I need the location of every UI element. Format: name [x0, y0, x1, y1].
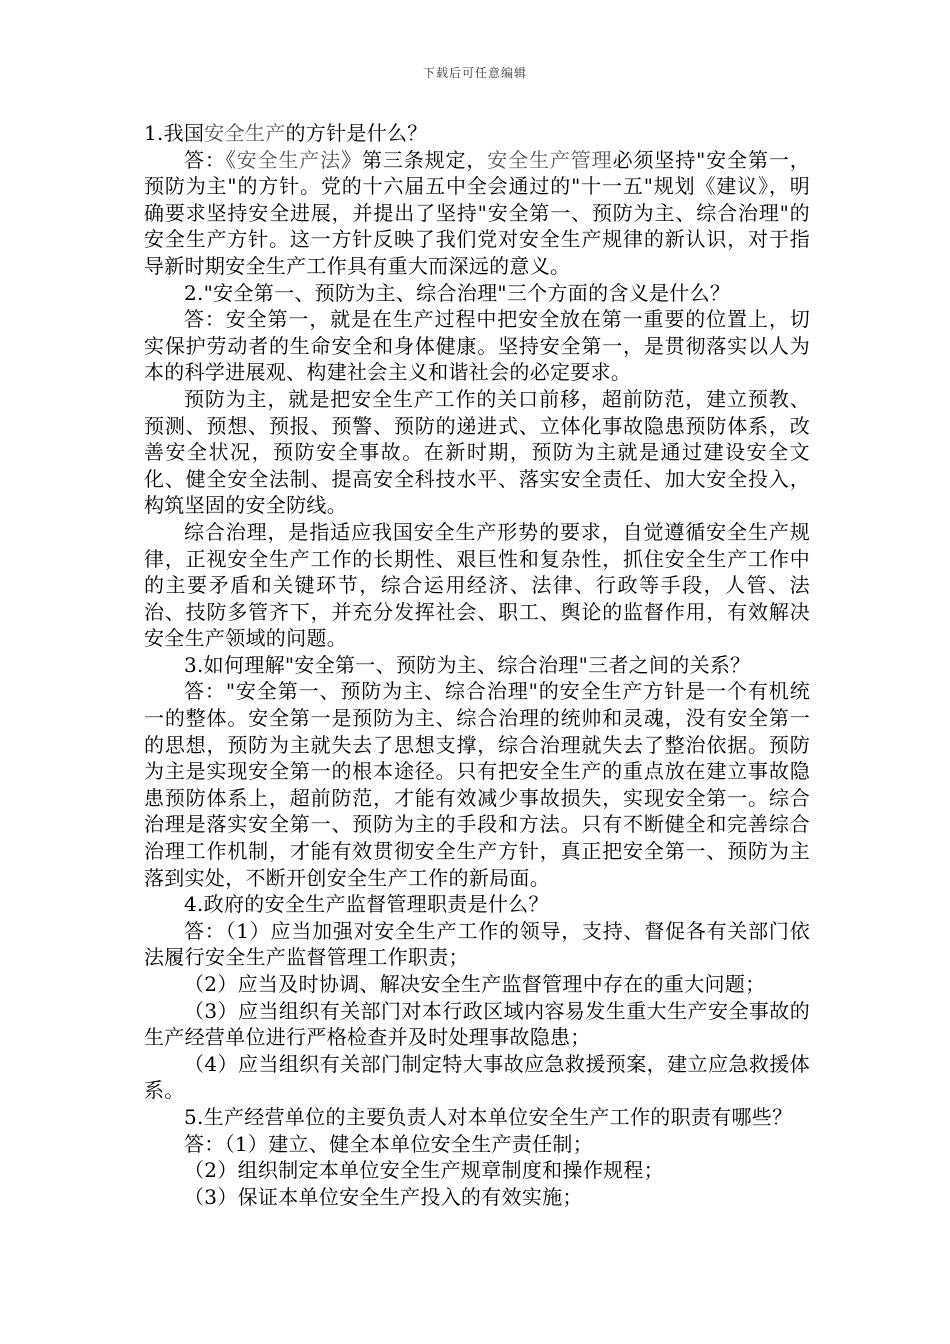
question-1-prefix: 1.我国	[144, 121, 205, 145]
answer-1-part-3: 必须坚持"安全第一，预防为主"的方针。党的十六届五中全会通过的"十一五"规划《建议》，明确要求坚持安全进展，并提出了坚持"安全第一、预防为主、综合治理"的安全生产方针。这一方针反映了我们党对安全生产规律的新认识，对于指导新时期安全生产工作具有重大而深远的意义。	[144, 147, 811, 278]
answer-2-paragraph: 综合治理，是指适应我国安全生产形势的要求，自觉遵循安全生产规律，正视安全生产工作的长期性、艰巨性和复杂性，抓住安全生产工作中的主要矛盾和关键环节，综合运用经济、法律、行政等手段，人管、法治、技防多管齐下，并充分发挥社会、职工、舆论的监督作用，有效解决安全生产领域的问题。	[144, 519, 810, 651]
question-2: 2."安全第一、预防为主、综合治理"三个方面的含义是什么？	[184, 280, 731, 305]
question-1-link[interactable]: 安全生产	[204, 121, 286, 145]
answer-5-item: 答：（1）建立、健全本单位安全生产责任制；	[184, 1131, 594, 1156]
question-3: 3.如何理解"安全第一、预防为主、综合治理"三者之间的关系？	[184, 652, 751, 677]
document-body	[144, 120, 810, 1210]
question-5: 5.生产经营单位的主要负责人对本单位安全生产工作的职责有哪些？	[184, 1104, 793, 1129]
question-4: 4.政府的安全生产监督管理职责是什么？	[184, 892, 549, 917]
answer-1-link-management[interactable]: 安全生产管理	[487, 147, 613, 172]
answer-5-item: （2）组织制定本单位安全生产规章制度和操作规程；	[184, 1158, 664, 1183]
answer-1	[144, 147, 810, 280]
answer-3: 答："安全第一、预防为主、综合治理"的安全生产方针是一个有机统一的整体。安全第一是预防为主、综合治理的统帅和灵魂，没有安全第一的思想，预防为主就失去了思想支撑，综合治理就失去了整治依据。预防为主是实现安全第一的根本途径。只有把安全生产的重点放在建立事故隐患预防体系上，超前防范，才能有效减少事故损失，实现安全第一。综合治理是落实安全第一、预防为主的手段和方法。只有不断健全和完善综合治理工作机制，才能有效贯彻安全生产方针，真正把安全第一、预防为主落到实处，不断开创安全生产工作的新局面。	[144, 679, 810, 890]
answer-2-paragraph: 答：安全第一，就是在生产过程中把安全放在第一重要的位置上，切实保护劳动者的生命安全和身体健康。坚持安全第一，是贯彻落实以人为本的科学进展观、构建社会主义和谐社会的必定要求。	[144, 307, 810, 385]
answer-2-paragraph: 预防为主，就是把安全生产工作的关口前移，超前防范，建立预教、预测、预想、预报、预警、预防的递进式、立体化事故隐患预防体系，改善安全状况，预防安全事故。在新时期，预防为主就是通过建设安全文化、健全安全法制、提高安全科技水平、落实安全责任、加大安全投入，构筑坚固的安全防线。	[144, 386, 810, 518]
answer-4-item: （2）应当及时协调、解决安全生产监督管理中存在的重大问题；	[184, 972, 766, 996]
answer-1-part-2: 》第三条规定，	[341, 147, 488, 172]
answer-1-part-1: 答：《	[184, 147, 237, 172]
question-1	[144, 120, 810, 147]
page-header: 下载后可任意编辑	[422, 66, 527, 80]
answer-4-item: （4）应当组织有关部门制定特大事故应急救援预案，建立应急救援体系。	[144, 1051, 810, 1103]
question-1-suffix: 的方针是什么？	[285, 121, 428, 145]
answer-4-item: 答：（1）应当加强对安全生产工作的领导，支持、督促各有关部门依法履行安全生产监督管理工作职责；	[144, 918, 810, 970]
answer-4-item: （3）应当组织有关部门对本行政区域内容易发生重大生产安全事故的生产经营单位进行严格检查并及时处理事故隐患；	[144, 998, 810, 1050]
answer-5-item: （3）保证本单位安全生产投入的有效实施；	[184, 1184, 583, 1209]
answer-1-link-law[interactable]: 安全生产法	[236, 147, 342, 172]
